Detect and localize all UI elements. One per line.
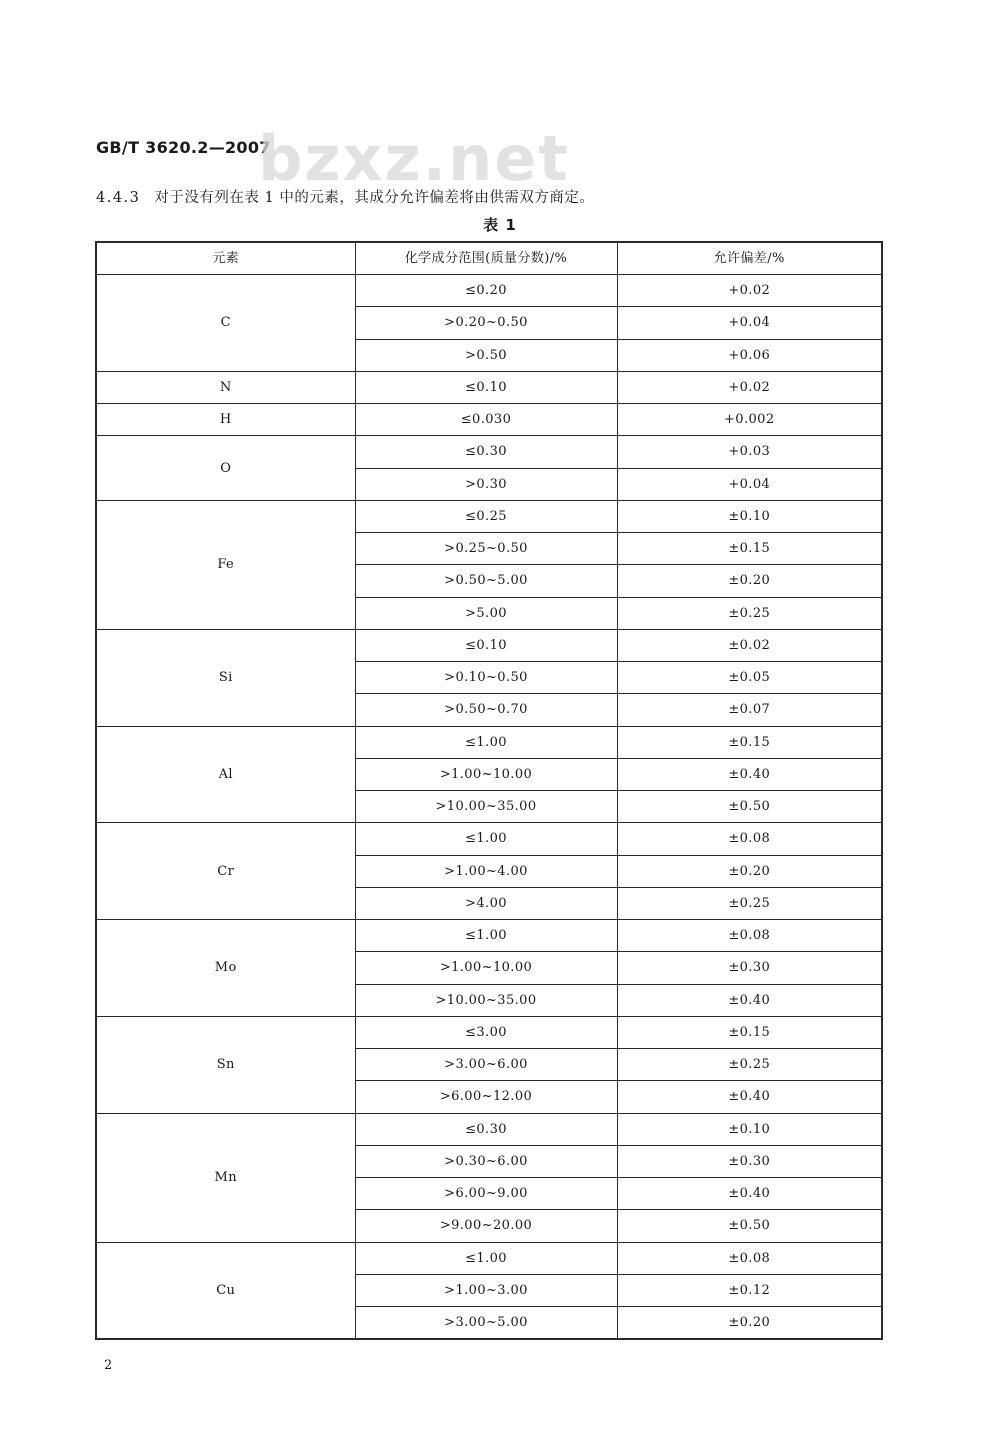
composition-range-cell: >1.00~3.00	[355, 1274, 617, 1306]
element-cell: Fe	[96, 500, 355, 629]
composition-range-cell: >0.50~0.70	[355, 694, 617, 726]
table-row	[96, 500, 882, 532]
tolerance-cell: ±0.02	[617, 629, 882, 661]
tolerance-cell: ±0.25	[617, 1049, 882, 1081]
tolerance-cell: +0.06	[617, 339, 882, 371]
table-row	[96, 404, 882, 436]
header-tolerance: 允许偏差/%	[617, 242, 882, 275]
composition-range-cell: >1.00~10.00	[355, 758, 617, 790]
page-number: 2	[104, 1358, 113, 1373]
tolerance-cell: ±0.15	[617, 533, 882, 565]
composition-range-cell: ≤1.00	[355, 726, 617, 758]
standard-code-header: GB/T 3620.2—2007	[96, 138, 271, 157]
composition-range-cell: >0.25~0.50	[355, 533, 617, 565]
composition-tolerance-table	[95, 241, 883, 1340]
clause-number: 4.4.3	[96, 190, 141, 206]
composition-range-cell: ≤0.20	[355, 275, 617, 307]
element-cell: C	[96, 275, 355, 372]
tolerance-cell: ±0.07	[617, 694, 882, 726]
composition-range-cell: >9.00~20.00	[355, 1210, 617, 1242]
tolerance-cell: ±0.08	[617, 1242, 882, 1274]
composition-range-cell: >5.00	[355, 597, 617, 629]
composition-range-cell: ≤0.25	[355, 500, 617, 532]
element-cell: Mn	[96, 1113, 355, 1242]
composition-range-cell: ≤0.030	[355, 404, 617, 436]
tolerance-cell: +0.03	[617, 436, 882, 468]
tolerance-cell: ±0.30	[617, 1145, 882, 1177]
composition-range-cell: ≤0.30	[355, 1113, 617, 1145]
header-composition-range: 化学成分范围(质量分数)/%	[355, 242, 617, 275]
composition-range-cell: ≤1.00	[355, 823, 617, 855]
tolerance-cell: ±0.30	[617, 952, 882, 984]
tolerance-cell: +0.02	[617, 275, 882, 307]
table-row	[96, 920, 882, 952]
composition-range-cell: >0.10~0.50	[355, 662, 617, 694]
element-cell: N	[96, 371, 355, 403]
table-row	[96, 726, 882, 758]
composition-range-cell: ≤1.00	[355, 1242, 617, 1274]
composition-range-cell: >0.50	[355, 339, 617, 371]
element-cell: O	[96, 436, 355, 501]
composition-range-cell: >10.00~35.00	[355, 984, 617, 1016]
table-caption: 表 1	[483, 216, 517, 234]
table-row	[96, 275, 882, 307]
watermark: bzxz.net	[258, 122, 570, 195]
table-row	[96, 823, 882, 855]
tolerance-cell: ±0.50	[617, 791, 882, 823]
composition-range-cell: ≤1.00	[355, 920, 617, 952]
tolerance-cell: ±0.40	[617, 984, 882, 1016]
clause-4-4-3	[96, 186, 594, 207]
element-cell: H	[96, 404, 355, 436]
element-cell: Cr	[96, 823, 355, 920]
element-cell: Cu	[96, 1242, 355, 1339]
tolerance-cell: ±0.08	[617, 920, 882, 952]
tolerance-cell: ±0.15	[617, 1016, 882, 1048]
composition-range-cell: ≤0.10	[355, 629, 617, 661]
tolerance-cell: +0.02	[617, 371, 882, 403]
tolerance-cell: +0.04	[617, 468, 882, 500]
tolerance-cell: ±0.10	[617, 1113, 882, 1145]
element-cell: Sn	[96, 1016, 355, 1113]
table-header-row	[96, 242, 882, 275]
composition-range-cell: ≤3.00	[355, 1016, 617, 1048]
composition-range-cell: >6.00~9.00	[355, 1178, 617, 1210]
composition-range-cell: >3.00~5.00	[355, 1307, 617, 1340]
tolerance-cell: +0.04	[617, 307, 882, 339]
composition-range-cell: >0.30~6.00	[355, 1145, 617, 1177]
table-row	[96, 1242, 882, 1274]
composition-range-cell: >0.30	[355, 468, 617, 500]
tolerance-cell: ±0.15	[617, 726, 882, 758]
tolerance-cell: ±0.25	[617, 887, 882, 919]
composition-range-cell: >3.00~6.00	[355, 1049, 617, 1081]
tolerance-cell: ±0.08	[617, 823, 882, 855]
tolerance-cell: ±0.20	[617, 1307, 882, 1340]
clause-text: 对于没有列在表 1 中的元素，其成分允许偏差将由供需双方商定。	[154, 190, 595, 206]
tolerance-cell: ±0.20	[617, 565, 882, 597]
tolerance-cell: ±0.50	[617, 1210, 882, 1242]
table-row	[96, 436, 882, 468]
composition-range-cell: >0.50~5.00	[355, 565, 617, 597]
composition-range-cell: >1.00~10.00	[355, 952, 617, 984]
table-row	[96, 629, 882, 661]
element-cell: Si	[96, 629, 355, 726]
tolerance-cell: ±0.25	[617, 597, 882, 629]
table-body	[96, 275, 882, 1340]
composition-range-cell: >6.00~12.00	[355, 1081, 617, 1113]
composition-range-cell: >10.00~35.00	[355, 791, 617, 823]
element-cell: Mo	[96, 920, 355, 1017]
table-row	[96, 1113, 882, 1145]
tolerance-cell: +0.002	[617, 404, 882, 436]
tolerance-cell: ±0.40	[617, 1178, 882, 1210]
tolerance-cell: ±0.12	[617, 1274, 882, 1306]
tolerance-cell: ±0.40	[617, 758, 882, 790]
composition-range-cell: >1.00~4.00	[355, 855, 617, 887]
tolerance-cell: ±0.40	[617, 1081, 882, 1113]
composition-range-cell: >0.20~0.50	[355, 307, 617, 339]
composition-range-cell: ≤0.30	[355, 436, 617, 468]
composition-range-cell: ≤0.10	[355, 371, 617, 403]
tolerance-cell: ±0.05	[617, 662, 882, 694]
composition-range-cell: >4.00	[355, 887, 617, 919]
table-row	[96, 371, 882, 403]
element-cell: Al	[96, 726, 355, 823]
table-row	[96, 1016, 882, 1048]
header-element: 元素	[96, 242, 355, 275]
tolerance-cell: ±0.10	[617, 500, 882, 532]
tolerance-cell: ±0.20	[617, 855, 882, 887]
